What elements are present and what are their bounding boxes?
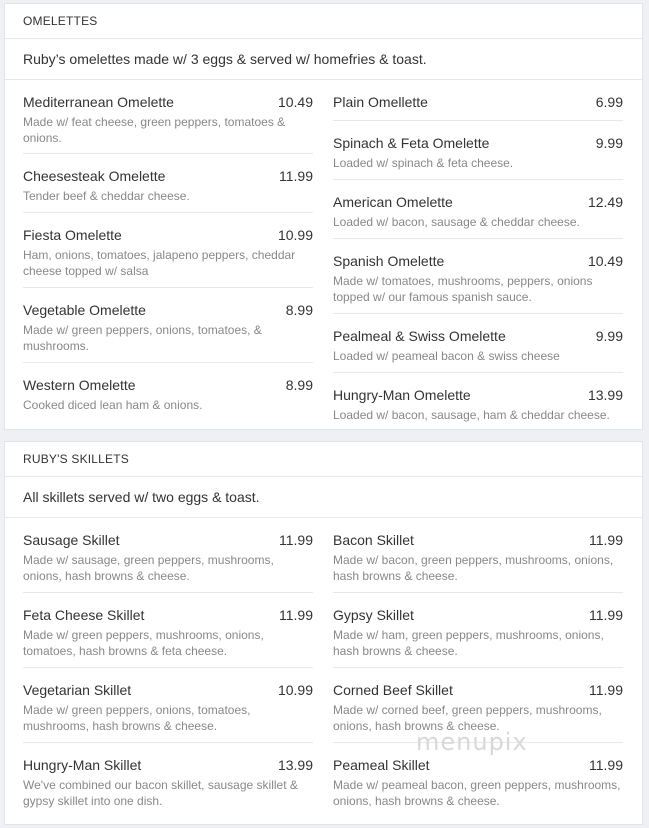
section-title: RUBY'S SKILLETS bbox=[5, 442, 642, 477]
item-name: Spanish Omelette bbox=[333, 253, 445, 269]
item-description: Made w/ green peppers, onions, tomatoes, mushrooms, hash browns & cheese. bbox=[23, 703, 251, 733]
item-name: Hungry-Man Skillet bbox=[23, 757, 142, 773]
item-name: Fiesta Omelette bbox=[23, 227, 122, 243]
item-price: 10.99 bbox=[277, 227, 313, 243]
item-description: Tender beef & cheddar cheese. bbox=[23, 189, 190, 203]
item-price: 12.49 bbox=[587, 194, 623, 210]
right-column bbox=[333, 518, 623, 818]
item-description: Cooked diced lean ham & onions. bbox=[23, 398, 203, 412]
item-description: Ham, onions, tomatoes, jalapeno peppers, cheddar cheese topped w/ salsa bbox=[23, 248, 296, 278]
item-name: Pealmeal & Swiss Omelette bbox=[333, 328, 506, 344]
menupix-watermark: menupix bbox=[416, 728, 528, 756]
item-description: Loaded w/ peameal bacon & swiss cheese bbox=[333, 349, 560, 363]
item-price: 13.99 bbox=[277, 757, 313, 773]
menu-item bbox=[23, 593, 313, 668]
item-price: 10.49 bbox=[277, 94, 313, 110]
menu-item bbox=[333, 593, 623, 668]
menu-columns bbox=[5, 80, 642, 432]
left-column bbox=[23, 80, 313, 432]
left-column bbox=[23, 518, 313, 818]
item-price: 9.99 bbox=[595, 328, 623, 344]
menu-item bbox=[333, 121, 623, 180]
item-description: Loaded w/ bacon, sausage & cheddar cheese. bbox=[333, 215, 580, 229]
item-description: Loaded w/ bacon, sausage, ham & cheddar cheese. bbox=[333, 408, 610, 422]
item-price: 13.99 bbox=[587, 387, 623, 403]
item-description: Made w/ tomatoes, mushrooms, peppers, onions topped w/ our famous spanish sauce. bbox=[333, 274, 593, 304]
item-price: 11.99 bbox=[589, 757, 623, 773]
omelettes-section bbox=[4, 3, 643, 430]
item-name: Western Omelette bbox=[23, 377, 136, 393]
item-name: Plain Omellette bbox=[333, 94, 428, 110]
item-price: 6.99 bbox=[595, 94, 623, 110]
section-description: All skillets served w/ two eggs & toast. bbox=[5, 477, 642, 518]
item-name: American Omelette bbox=[333, 194, 453, 210]
item-description: Made w/ bacon, green peppers, mushrooms, onions, hash browns & cheese. bbox=[333, 553, 614, 583]
item-description: Made w/ feat cheese, green peppers, tomatoes & onions. bbox=[23, 115, 286, 145]
item-price: 8.99 bbox=[285, 377, 313, 393]
item-name: Vegetable Omelette bbox=[23, 302, 146, 318]
menu-item bbox=[333, 80, 623, 121]
skillets-section bbox=[4, 441, 643, 825]
item-price: 9.99 bbox=[595, 135, 623, 151]
section-title: OMELETTES bbox=[5, 4, 642, 39]
item-price: 11.99 bbox=[279, 168, 313, 184]
item-description: Made w/ green peppers, mushrooms, onions, tomatoes, hash browns & feta cheese. bbox=[23, 628, 264, 658]
item-description: Made w/ green peppers, onions, tomatoes, & mushrooms. bbox=[23, 323, 262, 353]
item-description: Made w/ sausage, green peppers, mushrooms, onions, hash browns & cheese. bbox=[23, 553, 274, 583]
item-name: Spinach & Feta Omelette bbox=[333, 135, 490, 151]
item-price: 11.99 bbox=[279, 607, 313, 623]
item-price: 11.99 bbox=[589, 532, 623, 548]
item-name: Corned Beef Skillet bbox=[333, 682, 453, 698]
item-description: We've combined our bacon skillet, sausage skillet & gypsy skillet into one dish. bbox=[23, 778, 298, 808]
right-column bbox=[333, 80, 623, 432]
menu-item bbox=[23, 154, 313, 213]
item-name: Feta Cheese Skillet bbox=[23, 607, 145, 623]
item-price: 10.49 bbox=[587, 253, 623, 269]
menu-item bbox=[333, 518, 623, 593]
item-description: Made w/ corned beef, green peppers, mushrooms, onions, hash browns & cheese. bbox=[333, 703, 602, 733]
menu-item bbox=[23, 363, 313, 422]
menu-item bbox=[23, 213, 313, 288]
item-name: Peameal Skillet bbox=[333, 757, 430, 773]
item-name: Sausage Skillet bbox=[23, 532, 120, 548]
item-name: Cheesesteak Omelette bbox=[23, 168, 166, 184]
item-description: Made w/ ham, green peppers, mushrooms, onions, hash browns & cheese. bbox=[333, 628, 604, 658]
menu-item bbox=[333, 314, 623, 373]
item-price: 8.99 bbox=[285, 302, 313, 318]
item-price: 10.99 bbox=[277, 682, 313, 698]
item-description: Made w/ peameal bacon, green peppers, mushrooms, onions, hash browns & cheese. bbox=[333, 778, 621, 808]
item-name: Bacon Skillet bbox=[333, 532, 414, 548]
menu-item bbox=[333, 239, 623, 314]
item-price: 11.99 bbox=[279, 532, 313, 548]
menu-item bbox=[23, 518, 313, 593]
item-name: Mediterranean Omelette bbox=[23, 94, 174, 110]
section-description: Ruby’s omelettes made w/ 3 eggs & served w/ homefries & toast. bbox=[5, 39, 642, 80]
item-name: Hungry-Man Omelette bbox=[333, 387, 471, 403]
menu-item bbox=[333, 373, 623, 432]
menu-item bbox=[23, 743, 313, 818]
item-name: Vegetarian Skillet bbox=[23, 682, 132, 698]
menu-item bbox=[23, 668, 313, 743]
menu-item bbox=[23, 288, 313, 363]
item-price: 11.99 bbox=[589, 607, 623, 623]
item-name: Gypsy Skillet bbox=[333, 607, 414, 623]
menu-item bbox=[23, 80, 313, 154]
item-description: Loaded w/ spinach & feta cheese. bbox=[333, 156, 514, 170]
menu-columns bbox=[5, 518, 642, 818]
item-price: 11.99 bbox=[589, 682, 623, 698]
menu-item bbox=[333, 180, 623, 239]
